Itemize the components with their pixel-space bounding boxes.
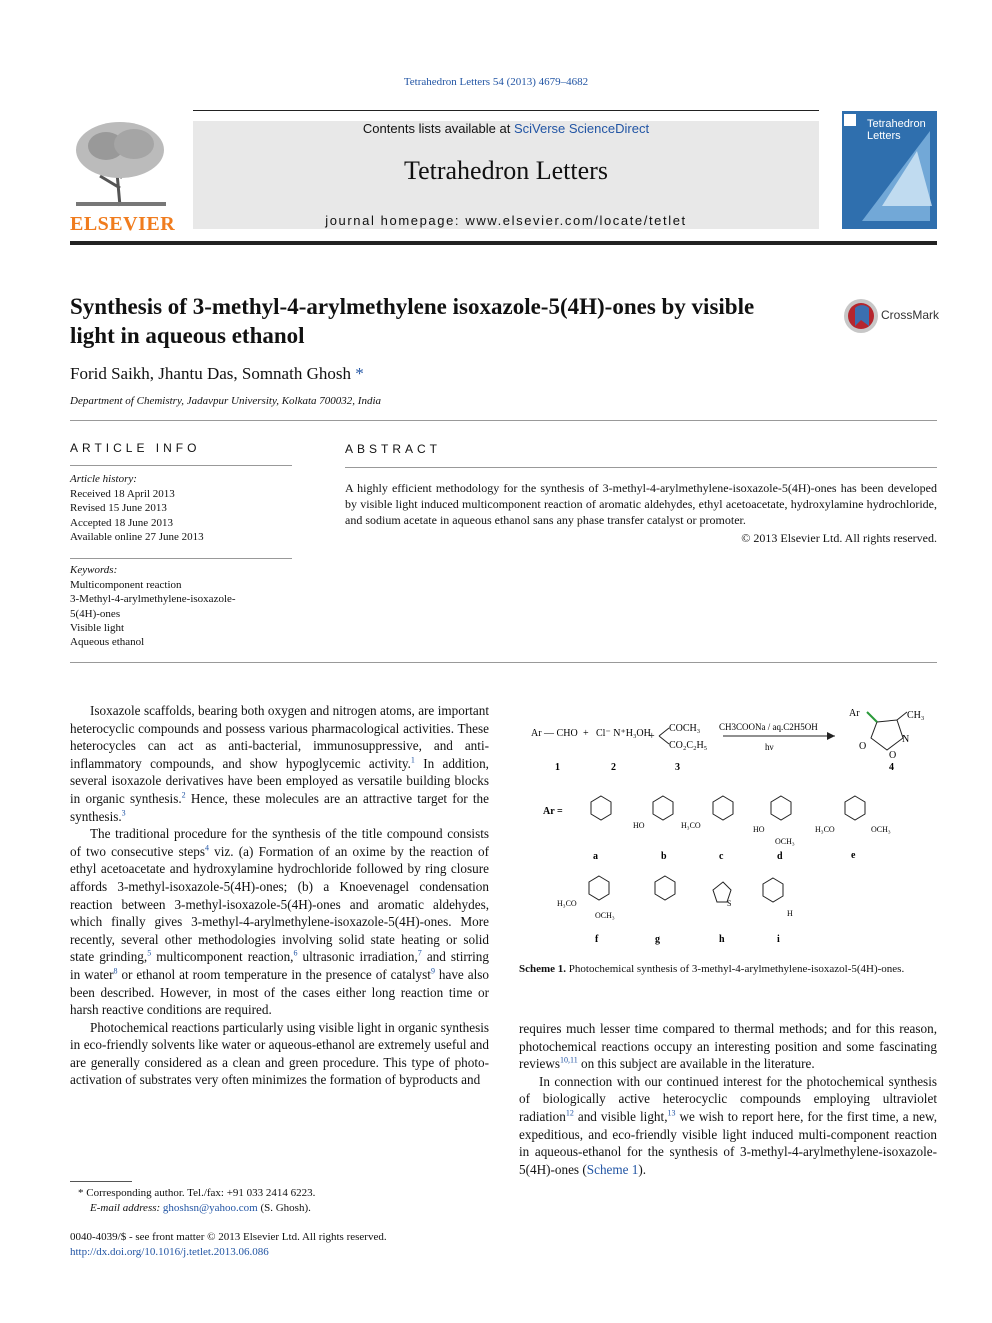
abstract-rule	[345, 457, 937, 468]
keyword: 5(4H)-ones	[70, 607, 121, 620]
substituent-och3: OCH₃	[871, 825, 891, 834]
body-text: viz. (a) Formation of an oxime by the reaction of ethyl acetoacetate and hydroxylamine hydrochloride followed by ring closure affords 3-methyl-isoxazole-5(4H)-ones; (b) a Knoevenagel condensation reaction between 3-methyl-isoxazole-5(4H)-ones and aromatic aldehydes, which finally gives 3-methyl-4-arylmethylene-isoxazole-5(4H)-ones. More recently, several other methodologies involving solid state heating or solid state grinding,	[70, 843, 490, 965]
body-text: Hence, these molecules are an attractive target for the synthesis.	[70, 790, 490, 824]
doi-link[interactable]: http://dx.doi.org/10.1016/j.tetlet.2013.06.086	[70, 1245, 269, 1258]
body-paragraph-2	[70, 825, 489, 1019]
history-revised: Revised 15 June 2013	[70, 502, 167, 515]
substituent-nh: H	[787, 909, 793, 918]
reference-link[interactable]: 6	[293, 948, 298, 958]
substituent-letter: g	[655, 934, 660, 945]
substituent-s: S	[727, 899, 732, 908]
body-text: and stirring in water	[70, 949, 489, 982]
scheme-1-link[interactable]: Scheme 1	[586, 1161, 639, 1177]
compound-number: 3	[675, 762, 680, 773]
substituent-och3: OCH₃	[595, 911, 615, 920]
body-text: we wish to report here, for the first time, a new, expeditious, and eco-friendly visible light induced multi-component reaction in aqueous-ethanol for the synthesis of 3-methyl-4-arylmethylene-isoxazole-5(4H)-ones (	[519, 1108, 937, 1177]
keyword: Aqueous ethanol	[70, 636, 145, 649]
reference-link[interactable]: 9	[430, 966, 435, 976]
reference-link[interactable]: 3	[121, 808, 126, 818]
body-text: In connection with our continued interest for the photochemical synthesis of biologically active heterocyclic compounds employing ultraviolet radiation	[519, 1073, 937, 1124]
reference-link[interactable]: 4	[204, 843, 209, 853]
affiliation: Department of Chemistry, Jadavpur University, Kolkata 700032, India	[70, 395, 382, 407]
body-text: The traditional procedure for the synthesis of the title compound consists of two consecutive steps	[70, 826, 489, 859]
product-methyl: CH₃	[907, 710, 925, 721]
plus-sign: +	[583, 728, 589, 739]
keywords-rule	[70, 544, 292, 559]
body-text: In addition, several isoxazole derivatives have been employed as versatile building blocks in organic synthesis.	[70, 755, 489, 806]
footnote-rule	[70, 1181, 132, 1182]
reference-link[interactable]: 2	[181, 790, 186, 800]
product-nitrogen: N	[902, 734, 910, 745]
authors: Forid Saikh, Jhantu Das, Somnath Ghosh	[70, 364, 351, 383]
reference-link[interactable]: 13	[667, 1108, 676, 1118]
history-label: Article history:	[70, 473, 137, 486]
scheme-caption-label: Scheme 1.	[519, 963, 567, 975]
issn-block	[70, 1230, 489, 1259]
substituent-h3co: H₃CO	[681, 821, 701, 830]
article-title: Synthesis of 3-methyl-4-arylmethylene isoxazole-5(4H)-ones by visible light in aqueous ethanol	[70, 294, 755, 348]
journal-homepage[interactable]: journal homepage: www.elsevier.com/locate/tetlet	[325, 213, 687, 228]
reactant-ketoester: COCH₃	[669, 723, 701, 734]
abstract-bottom-rule	[70, 662, 937, 663]
aryl-substituents	[589, 796, 865, 902]
abstract	[345, 441, 937, 546]
email-label: E-mail address:	[90, 1201, 163, 1214]
substituent-letter: f	[595, 934, 599, 945]
article-info	[70, 441, 292, 650]
scheme-1-figure	[519, 692, 937, 952]
body-text: multicomponent reaction,	[151, 949, 294, 965]
compound-number: 1	[555, 762, 560, 773]
product-carbonyl: O	[859, 741, 867, 752]
crossmark-badge[interactable]	[843, 298, 943, 334]
keyword: Multicomponent reaction	[70, 578, 182, 591]
abstract-heading: ABSTRACT	[345, 442, 442, 456]
substituent-h3co: H₃CO	[815, 825, 835, 834]
ar-definition-label: Ar =	[543, 806, 563, 817]
reference-link[interactable]: 7	[417, 948, 422, 958]
top-rule	[193, 110, 819, 111]
keywords-label: Keywords:	[70, 564, 118, 577]
reactant-ketoester: CO₂C₂H₅	[669, 740, 708, 751]
masthead-bottom-rule	[70, 241, 937, 245]
abstract-text: A highly efficient methodology for the synthesis of 3-methyl-4-arylmethylene-isoxazole-5(4H)-ones has been developed by visible light induced multicomponent reaction of aromatic aldehydes, ethyl acetoacetate, hydroxylamine hydrochloride, and sodium acetate in aqueous ethanol sans any phase transfer catalyst or promoter.	[345, 481, 937, 527]
corresponding-author-note: * Corresponding author. Tel./fax: +91 033 2414 6223.	[78, 1187, 316, 1199]
article-info-heading: ARTICLE INFO	[70, 441, 201, 455]
substituent-h3co: H₃CO	[557, 899, 577, 908]
body-text: Isoxazole scaffolds, bearing both oxygen and nitrogen atoms, are important heterocyclic compounds and possess various pharmacological activities. These heterocycles can act as anti-bacterial, immunosuppressive, and anti-inflammatory compounds, and show hypoglycemic activity.	[70, 703, 489, 771]
compound-number: 4	[889, 762, 894, 773]
history-accepted: Accepted 18 June 2013	[70, 516, 173, 529]
contents-line	[193, 121, 819, 136]
substituent-letter: a	[593, 851, 598, 862]
author-list	[70, 364, 364, 384]
reference-link[interactable]: 10,11	[560, 1055, 578, 1065]
sciencedirect-link[interactable]: SciVerse ScienceDirect	[513, 121, 650, 136]
product-structure	[867, 712, 910, 750]
body-text: on this subject are available in the literature.	[577, 1056, 815, 1072]
product-oxygen: O	[889, 750, 897, 761]
issn-line: 0040-4039/$ - see front matter © 2013 Elsevier Ltd. All rights reserved.	[70, 1231, 387, 1243]
history-online: Available online 27 June 2013	[70, 531, 204, 544]
body-text: have also been described. However, in most of the cases either long reaction time or harsh reactive conditions are required.	[70, 966, 489, 1018]
cover-title-line2: Letters	[867, 130, 901, 142]
publisher-wordmark: ELSEVIER	[70, 213, 176, 235]
compound-number: 2	[611, 762, 616, 773]
body-paragraph-5	[519, 1073, 937, 1179]
substituent-letter: i	[777, 934, 780, 945]
email-link[interactable]: ghoshsn@yahoo.com	[162, 1201, 258, 1214]
body-text: or ethanol at room temperature in the presence of catalyst	[117, 966, 431, 982]
scheme-caption-text: Photochemical synthesis of 3-methyl-4-arylmethylene-isoxazol-5(4H)-ones.	[568, 963, 905, 975]
article-info-rule	[70, 455, 292, 466]
journal-title: Tetrahedron Letters	[404, 156, 608, 185]
substituent-och3: OCH₃	[775, 837, 795, 846]
reactant-hydroxylamine: Cl⁻ N⁺H₃OH	[596, 728, 651, 739]
elsevier-tree-logo	[70, 118, 172, 210]
reference-link[interactable]: 1	[410, 755, 415, 765]
reference-link[interactable]: 12	[565, 1108, 574, 1118]
substituent-letter: d	[777, 851, 783, 862]
crossmark-label: CrossMark	[881, 308, 940, 322]
substituent-letter: e	[851, 850, 856, 861]
journal-cover	[842, 111, 937, 229]
corresponding-author-mark[interactable]: *	[355, 364, 364, 383]
email-suffix: (S. Ghosh).	[257, 1201, 311, 1214]
reference-link[interactable]: 8	[113, 966, 118, 976]
reagents-label: CH3COONa / aq.C2H5OH	[719, 722, 818, 732]
body-text: requires much lesser time compared to thermal methods; and for this reason, photochemical reactions occupy an interesting position and some fascinating reviews	[519, 1021, 937, 1072]
body-paragraph-4	[519, 1020, 937, 1073]
crossmark-icon	[843, 298, 879, 334]
substituent-ho: HO	[753, 825, 765, 834]
body-left-column	[70, 702, 489, 1089]
keyword: Visible light	[70, 622, 125, 635]
abstract-copyright: © 2013 Elsevier Ltd. All rights reserved.	[741, 531, 937, 545]
substituent-ho: HO	[633, 821, 645, 830]
body-paragraph-3: Photochemical reactions particularly using visible light in organic synthesis in eco-friendly solvents like water or aqueous-ethanol are extremely useful and are generally considered as a clean and green procedure. This type of photo-activation of substrates very often minimizes the formation of byproducts and	[70, 1019, 489, 1088]
substituent-letter: h	[719, 934, 725, 945]
affiliation-rule	[70, 420, 937, 421]
history-received: Received 18 April 2013	[70, 487, 175, 500]
product-ar: Ar	[849, 708, 860, 719]
journal-citation[interactable]: Tetrahedron Letters 54 (2013) 4679–4682	[403, 76, 589, 88]
substituent-letter: c	[719, 851, 724, 862]
body-text: ).	[638, 1161, 647, 1177]
substituent-letter: b	[661, 851, 667, 862]
body-text: ultrasonic irradiation,	[297, 949, 418, 965]
corresponding-footnote	[70, 1186, 489, 1215]
keyword: 3-Methyl-4-arylmethylene-isoxazole-	[70, 593, 236, 606]
reference-link[interactable]: 5	[147, 948, 152, 958]
plus-sign: +	[649, 731, 655, 742]
contents-prefix: Contents lists available at	[362, 121, 514, 136]
body-right-column	[519, 1020, 937, 1178]
scheme-1-caption	[519, 962, 937, 976]
cover-title-line1: Tetrahedron	[867, 118, 926, 130]
conditions-label: hν	[765, 742, 774, 752]
body-text: and visible light,	[573, 1108, 668, 1124]
body-paragraph-1	[70, 702, 489, 825]
reactant-aldehyde: Ar — CHO	[531, 728, 578, 739]
